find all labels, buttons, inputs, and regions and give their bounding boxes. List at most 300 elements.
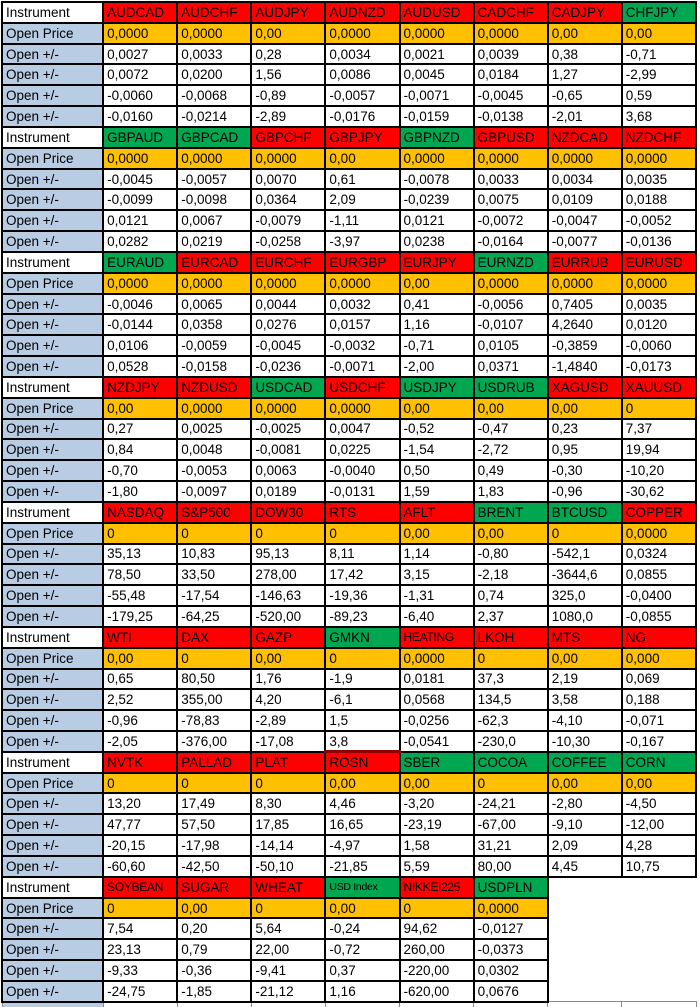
open-delta-cell[interactable]: -14,14 [251, 835, 325, 856]
row-label-open-delta[interactable]: Open +/- [2, 814, 103, 835]
open-delta-cell[interactable]: -0,71 [622, 44, 696, 65]
open-delta-cell[interactable]: -0,47 [474, 419, 548, 440]
open-delta-cell[interactable]: 0,0086 [325, 64, 399, 85]
open-delta-cell[interactable]: -1,4840 [548, 356, 622, 377]
header-cell-gmkn[interactable]: GMKN [325, 627, 399, 648]
header-cell-rosn[interactable]: ROSN [325, 752, 399, 773]
open-delta-cell[interactable]: -9,41 [251, 960, 325, 981]
open-delta-cell[interactable]: -0,0032 [325, 335, 399, 356]
open-delta-cell[interactable]: 1,59 [400, 481, 474, 502]
open-delta-cell[interactable]: 8,30 [251, 793, 325, 814]
open-delta-cell[interactable]: -10,30 [548, 731, 622, 752]
header-cell-plat[interactable]: PLAT [251, 752, 325, 773]
open-delta-cell[interactable]: 0,74 [474, 585, 548, 606]
open-delta-cell[interactable]: -0,0046 [103, 294, 177, 315]
row-label-instrument[interactable]: Instrument [2, 877, 103, 898]
open-price-cell[interactable]: 0 [177, 773, 251, 794]
header-cell-nikkei225[interactable]: NIKKEI225 [400, 877, 474, 898]
open-delta-cell[interactable]: -3,20 [400, 793, 474, 814]
open-delta-cell[interactable]: -3644,6 [548, 564, 622, 585]
open-delta-cell[interactable]: -0,071 [622, 710, 696, 731]
header-cell-wheat[interactable]: WHEAT [251, 877, 325, 898]
header-cell-gbpusd[interactable]: GBPUSD [474, 127, 548, 148]
open-delta-cell[interactable]: -0,0098 [177, 189, 251, 210]
open-delta-cell[interactable]: 0,0027 [103, 44, 177, 65]
header-cell-coffee[interactable]: COFFEE [548, 752, 622, 773]
open-price-cell[interactable]: 0,0000 [325, 273, 399, 294]
open-delta-cell[interactable]: -2,89 [251, 710, 325, 731]
open-price-cell[interactable]: 0,00 [622, 23, 696, 44]
open-delta-cell[interactable]: -2,89 [251, 106, 325, 127]
header-cell-xauusd[interactable]: XAUUSD [622, 377, 696, 398]
open-price-cell[interactable]: 0 [251, 773, 325, 794]
open-delta-cell[interactable]: 0,0045 [400, 64, 474, 85]
open-delta-cell[interactable]: -0,0068 [177, 85, 251, 106]
row-label-instrument[interactable]: Instrument [2, 377, 103, 398]
header-cell-heating[interactable]: HEATING [400, 627, 474, 648]
header-cell-audcad[interactable]: AUDCAD [103, 2, 177, 23]
open-delta-cell[interactable]: -0,0059 [177, 335, 251, 356]
open-delta-cell[interactable]: -78,83 [177, 710, 251, 731]
open-delta-cell[interactable]: 0,41 [400, 294, 474, 315]
open-delta-cell[interactable]: 7,54 [103, 918, 177, 939]
open-price-cell[interactable]: 0,00 [622, 773, 696, 794]
open-delta-cell[interactable]: 0,61 [325, 169, 399, 190]
open-delta-cell[interactable]: -0,0071 [325, 356, 399, 377]
open-delta-cell[interactable]: -23,19 [400, 814, 474, 835]
open-price-cell[interactable]: 0,00 [251, 648, 325, 669]
open-delta-cell[interactable]: 0,79 [177, 939, 251, 960]
open-price-cell[interactable]: 0,00 [103, 398, 177, 419]
open-delta-cell[interactable]: 95,13 [251, 544, 325, 565]
open-delta-cell[interactable]: -0,0131 [325, 481, 399, 502]
open-delta-cell[interactable]: 47,77 [103, 814, 177, 835]
open-delta-cell[interactable]: -0,96 [103, 710, 177, 731]
open-delta-cell[interactable]: 1,16 [400, 314, 474, 335]
open-price-cell[interactable]: 0,00 [474, 398, 548, 419]
row-label-open-delta[interactable]: Open +/- [2, 85, 103, 106]
open-delta-cell[interactable]: 0,0035 [622, 294, 696, 315]
open-delta-cell[interactable]: 0,7405 [548, 294, 622, 315]
open-delta-cell[interactable]: -2,01 [548, 106, 622, 127]
open-delta-cell[interactable]: -0,0099 [103, 189, 177, 210]
open-delta-cell[interactable]: -21,85 [325, 856, 399, 877]
row-label-open-delta[interactable]: Open +/- [2, 356, 103, 377]
open-delta-cell[interactable]: -0,0045 [251, 335, 325, 356]
open-delta-cell[interactable]: 0,0157 [325, 314, 399, 335]
header-cell-usdcad[interactable]: USDCAD [251, 377, 325, 398]
header-cell-gbpjpy[interactable]: GBPJPY [325, 127, 399, 148]
open-delta-cell[interactable]: -0,0045 [103, 169, 177, 190]
open-price-cell[interactable]: 0 [103, 523, 177, 544]
open-delta-cell[interactable]: -0,0136 [622, 231, 696, 252]
open-delta-cell[interactable]: 94,62 [400, 918, 474, 939]
open-delta-cell[interactable]: -67,00 [474, 814, 548, 835]
open-delta-cell[interactable]: -21,12 [251, 981, 325, 1002]
open-delta-cell[interactable]: 0,95 [548, 439, 622, 460]
open-delta-cell[interactable]: -0,70 [103, 460, 177, 481]
header-cell-eurrub[interactable]: EURRUB [548, 252, 622, 273]
header-cell-sber[interactable]: SBER [400, 752, 474, 773]
open-delta-cell[interactable]: 0,0033 [177, 44, 251, 65]
open-delta-cell[interactable]: -0,167 [622, 731, 696, 752]
open-delta-cell[interactable]: 1,83 [474, 481, 548, 502]
header-cell-nzdcad[interactable]: NZDCAD [548, 127, 622, 148]
open-price-cell[interactable]: 0,0000 [103, 273, 177, 294]
row-label-open-delta[interactable]: Open +/- [2, 210, 103, 231]
open-delta-cell[interactable]: 0,0189 [251, 481, 325, 502]
open-price-cell[interactable]: 0 [400, 898, 474, 919]
open-delta-cell[interactable]: 0,0181 [400, 669, 474, 690]
row-label-instrument[interactable]: Instrument [2, 127, 103, 148]
open-delta-cell[interactable]: -0,0078 [400, 169, 474, 190]
open-delta-cell[interactable]: 0,0200 [177, 64, 251, 85]
header-cell-eurchf[interactable]: EURCHF [251, 252, 325, 273]
row-label-open-delta[interactable]: Open +/- [2, 64, 103, 85]
open-price-cell[interactable]: 0 [251, 523, 325, 544]
open-price-cell[interactable]: 0,00 [103, 648, 177, 669]
open-delta-cell[interactable]: -1,9 [325, 669, 399, 690]
open-delta-cell[interactable]: 4,28 [622, 835, 696, 856]
open-delta-cell[interactable]: 0,0032 [325, 294, 399, 315]
open-delta-cell[interactable]: -0,0057 [177, 169, 251, 190]
open-delta-cell[interactable]: -55,48 [103, 585, 177, 606]
open-delta-cell[interactable]: -0,0045 [474, 85, 548, 106]
row-label-open-delta[interactable]: Open +/- [2, 44, 103, 65]
header-cell-s-p500[interactable]: S&P500 [177, 502, 251, 523]
open-delta-cell[interactable]: 4,46 [325, 793, 399, 814]
open-delta-cell[interactable]: -0,0214 [177, 106, 251, 127]
header-cell-btcusd[interactable]: BTCUSD [548, 502, 622, 523]
open-price-cell[interactable]: 0,00 [474, 523, 548, 544]
open-delta-cell[interactable]: -0,72 [325, 939, 399, 960]
header-cell-gazp[interactable]: GAZP [251, 627, 325, 648]
open-delta-cell[interactable]: -50,10 [251, 856, 325, 877]
row-label-instrument[interactable]: Instrument [2, 627, 103, 648]
open-delta-cell[interactable]: 355,00 [177, 689, 251, 710]
open-delta-cell[interactable]: 22,00 [251, 939, 325, 960]
open-delta-cell[interactable]: 0,0070 [251, 169, 325, 190]
header-cell-usdjpy[interactable]: USDJPY [400, 377, 474, 398]
open-delta-cell[interactable]: 0,0282 [103, 231, 177, 252]
open-delta-cell[interactable]: 5,59 [400, 856, 474, 877]
open-delta-cell[interactable]: -0,65 [548, 85, 622, 106]
header-cell-soybean[interactable]: SOYBEAN [103, 877, 177, 898]
open-price-cell[interactable]: 0,0000 [548, 273, 622, 294]
open-delta-cell[interactable]: 2,09 [325, 189, 399, 210]
open-delta-cell[interactable]: 1080,0 [548, 606, 622, 627]
open-delta-cell[interactable]: 16,65 [325, 814, 399, 835]
open-delta-cell[interactable]: 0,37 [325, 960, 399, 981]
open-price-cell[interactable]: 0,00 [548, 23, 622, 44]
open-delta-cell[interactable]: -0,0400 [622, 585, 696, 606]
open-delta-cell[interactable]: -0,0541 [400, 731, 474, 752]
row-label-open-delta[interactable]: Open +/- [2, 189, 103, 210]
open-delta-cell[interactable]: 0,0855 [622, 564, 696, 585]
open-delta-cell[interactable]: -230,0 [474, 731, 548, 752]
header-cell-nzdjpy[interactable]: NZDJPY [103, 377, 177, 398]
header-cell-nasdaq[interactable]: NASDAQ [103, 502, 177, 523]
open-delta-cell[interactable]: -0,0071 [400, 85, 474, 106]
open-delta-cell[interactable]: 0,0109 [548, 189, 622, 210]
open-delta-cell[interactable]: 0,0358 [177, 314, 251, 335]
header-cell-gbpchf[interactable]: GBPCHF [251, 127, 325, 148]
open-delta-cell[interactable]: 80,00 [474, 856, 548, 877]
open-delta-cell[interactable]: -0,3859 [548, 335, 622, 356]
open-delta-cell[interactable]: -2,72 [474, 439, 548, 460]
open-delta-cell[interactable]: -1,11 [325, 210, 399, 231]
open-delta-cell[interactable]: -0,0236 [251, 356, 325, 377]
header-cell-ng[interactable]: NG [622, 627, 696, 648]
row-label-open-delta[interactable]: Open +/- [2, 793, 103, 814]
open-delta-cell[interactable]: 0,38 [548, 44, 622, 65]
row-label-open-delta[interactable]: Open +/- [2, 419, 103, 440]
open-delta-cell[interactable]: 0,23 [548, 419, 622, 440]
open-delta-cell[interactable]: 7,37 [622, 419, 696, 440]
row-label-open-delta[interactable]: Open +/- [2, 335, 103, 356]
open-delta-cell[interactable]: -20,15 [103, 835, 177, 856]
open-delta-cell[interactable]: 0,65 [103, 669, 177, 690]
open-delta-cell[interactable]: 57,50 [177, 814, 251, 835]
open-delta-cell[interactable]: 0,0048 [177, 439, 251, 460]
row-label-instrument[interactable]: Instrument [2, 2, 103, 23]
open-delta-cell[interactable]: 0,0371 [474, 356, 548, 377]
row-label-open-price[interactable]: Open Price [2, 398, 103, 419]
open-delta-cell[interactable]: -520,00 [251, 606, 325, 627]
open-delta-cell[interactable]: -0,0258 [251, 231, 325, 252]
open-delta-cell[interactable]: 0,0034 [548, 169, 622, 190]
open-delta-cell[interactable]: 80,50 [177, 669, 251, 690]
open-price-cell[interactable]: 0,0000 [548, 148, 622, 169]
row-label-open-delta[interactable]: Open +/- [2, 314, 103, 335]
open-delta-cell[interactable]: 0,0044 [251, 294, 325, 315]
header-cell-eurcad[interactable]: EURCAD [177, 252, 251, 273]
open-delta-cell[interactable]: -0,80 [474, 544, 548, 565]
open-delta-cell[interactable]: 13,20 [103, 793, 177, 814]
open-delta-cell[interactable]: 278,00 [251, 564, 325, 585]
open-price-cell[interactable]: 0,0000 [251, 398, 325, 419]
open-delta-cell[interactable]: 2,37 [474, 606, 548, 627]
open-price-cell[interactable]: 0 [103, 898, 177, 919]
header-cell-audnzd[interactable]: AUDNZD [325, 2, 399, 23]
open-delta-cell[interactable]: 2,19 [548, 669, 622, 690]
open-delta-cell[interactable]: 17,42 [325, 564, 399, 585]
row-label-open-delta[interactable]: Open +/- [2, 585, 103, 606]
open-delta-cell[interactable]: -12,00 [622, 814, 696, 835]
open-delta-cell[interactable]: -9,33 [103, 960, 177, 981]
open-delta-cell[interactable]: 0,59 [622, 85, 696, 106]
open-delta-cell[interactable]: 1,58 [400, 835, 474, 856]
header-cell-brent[interactable]: BRENT [474, 502, 548, 523]
open-delta-cell[interactable]: 2,52 [103, 689, 177, 710]
open-delta-cell[interactable]: -0,0040 [325, 460, 399, 481]
open-price-cell[interactable]: 0,00 [548, 648, 622, 669]
open-delta-cell[interactable]: 134,5 [474, 689, 548, 710]
row-label-open-price[interactable]: Open Price [2, 773, 103, 794]
open-delta-cell[interactable]: 23,13 [103, 939, 177, 960]
open-delta-cell[interactable]: 0,0219 [177, 231, 251, 252]
open-delta-cell[interactable]: -4,97 [325, 835, 399, 856]
open-delta-cell[interactable]: 2,09 [548, 835, 622, 856]
row-label-open-delta[interactable]: Open +/- [2, 731, 103, 752]
open-delta-cell[interactable]: 0,20 [177, 918, 251, 939]
header-cell-gbpcad[interactable]: GBPCAD [177, 127, 251, 148]
open-delta-cell[interactable]: 35,13 [103, 544, 177, 565]
open-delta-cell[interactable]: 1,56 [251, 64, 325, 85]
open-delta-cell[interactable]: -146,63 [251, 585, 325, 606]
row-label-open-delta[interactable]: Open +/- [2, 106, 103, 127]
open-delta-cell[interactable]: -17,98 [177, 835, 251, 856]
open-price-cell[interactable]: 0,00 [400, 773, 474, 794]
open-delta-cell[interactable]: -0,52 [400, 419, 474, 440]
open-delta-cell[interactable]: -620,00 [400, 981, 474, 1002]
open-delta-cell[interactable]: 260,00 [400, 939, 474, 960]
open-delta-cell[interactable]: -0,0097 [177, 481, 251, 502]
header-cell-usdrub[interactable]: USDRUB [474, 377, 548, 398]
open-delta-cell[interactable]: -0,0239 [400, 189, 474, 210]
open-delta-cell[interactable]: -62,3 [474, 710, 548, 731]
header-cell-cadjpy[interactable]: CADJPY [548, 2, 622, 23]
open-delta-cell[interactable]: 0,0033 [474, 169, 548, 190]
row-label-open-delta[interactable]: Open +/- [2, 960, 103, 981]
open-delta-cell[interactable]: -2,99 [622, 64, 696, 85]
header-cell-nzdusd[interactable]: NZDUSD [177, 377, 251, 398]
header-cell-dax[interactable]: DAX [177, 627, 251, 648]
open-delta-cell[interactable]: 1,27 [548, 64, 622, 85]
open-delta-cell[interactable]: 0,0225 [325, 439, 399, 460]
open-delta-cell[interactable]: -0,0173 [622, 356, 696, 377]
open-price-cell[interactable]: 0,00 [325, 773, 399, 794]
open-delta-cell[interactable]: -4,50 [622, 793, 696, 814]
open-delta-cell[interactable]: -1,80 [103, 481, 177, 502]
row-label-instrument[interactable]: Instrument [2, 752, 103, 773]
open-delta-cell[interactable]: -0,0256 [400, 710, 474, 731]
open-delta-cell[interactable]: 0,0067 [177, 210, 251, 231]
row-label-open-price[interactable]: Open Price [2, 23, 103, 44]
open-delta-cell[interactable]: 0,0063 [251, 460, 325, 481]
open-delta-cell[interactable]: 0,0121 [400, 210, 474, 231]
open-price-cell[interactable]: 0,0000 [325, 23, 399, 44]
open-delta-cell[interactable]: -30,62 [622, 481, 696, 502]
open-delta-cell[interactable]: 4,45 [548, 856, 622, 877]
open-delta-cell[interactable]: -179,25 [103, 606, 177, 627]
open-price-cell[interactable]: 0,00 [548, 773, 622, 794]
header-cell-usd-index[interactable]: USD Index [325, 877, 399, 898]
row-label-open-delta[interactable]: Open +/- [2, 981, 103, 1002]
header-cell-pallad[interactable]: PALLAD [177, 752, 251, 773]
open-delta-cell[interactable]: -64,25 [177, 606, 251, 627]
open-delta-cell[interactable]: 17,85 [251, 814, 325, 835]
row-label-open-price[interactable]: Open Price [2, 273, 103, 294]
open-delta-cell[interactable]: -0,0107 [474, 314, 548, 335]
open-delta-cell[interactable]: -0,89 [251, 85, 325, 106]
open-delta-cell[interactable]: 0,0035 [622, 169, 696, 190]
open-delta-cell[interactable]: -42,50 [177, 856, 251, 877]
open-price-cell[interactable]: 0,0000 [325, 398, 399, 419]
open-price-cell[interactable]: 0,0000 [400, 23, 474, 44]
header-cell-copper[interactable]: COPPER [622, 502, 696, 523]
header-cell-cadchf[interactable]: CADCHF [474, 2, 548, 23]
open-delta-cell[interactable]: -60,60 [103, 856, 177, 877]
open-price-cell[interactable]: 0,00 [325, 148, 399, 169]
open-delta-cell[interactable]: -2,00 [400, 356, 474, 377]
open-price-cell[interactable]: 0,0000 [474, 148, 548, 169]
open-price-cell[interactable]: 0,00 [177, 898, 251, 919]
open-delta-cell[interactable]: 0,188 [622, 689, 696, 710]
open-price-cell[interactable]: 0,00 [400, 523, 474, 544]
open-delta-cell[interactable]: 0,84 [103, 439, 177, 460]
open-delta-cell[interactable]: 0,0676 [474, 981, 548, 1002]
header-cell-usdpln[interactable]: USDPLN [474, 877, 548, 898]
header-cell-cocoa[interactable]: COCOA [474, 752, 548, 773]
open-delta-cell[interactable]: -0,0855 [622, 606, 696, 627]
open-delta-cell[interactable]: 0,0106 [103, 335, 177, 356]
open-delta-cell[interactable]: 1,16 [325, 981, 399, 1002]
open-delta-cell[interactable]: 17,49 [177, 793, 251, 814]
open-price-cell[interactable]: 0,0000 [400, 648, 474, 669]
open-delta-cell[interactable]: 37,3 [474, 669, 548, 690]
header-cell-audjpy[interactable]: AUDJPY [251, 2, 325, 23]
header-cell-euraud[interactable]: EURAUD [103, 252, 177, 273]
header-cell-eurnzd[interactable]: EURNZD [474, 252, 548, 273]
open-delta-cell[interactable]: -1,31 [400, 585, 474, 606]
row-label-open-delta[interactable]: Open +/- [2, 689, 103, 710]
open-delta-cell[interactable]: -6,40 [400, 606, 474, 627]
open-price-cell[interactable]: 0,0000 [622, 273, 696, 294]
open-delta-cell[interactable]: 325,0 [548, 585, 622, 606]
open-price-cell[interactable]: 0 [177, 648, 251, 669]
row-label-open-delta[interactable]: Open +/- [2, 460, 103, 481]
open-delta-cell[interactable]: 0,0025 [177, 419, 251, 440]
open-delta-cell[interactable]: 10,83 [177, 544, 251, 565]
row-label-open-price[interactable]: Open Price [2, 898, 103, 919]
row-label-open-price[interactable]: Open Price [2, 148, 103, 169]
open-delta-cell[interactable]: 31,21 [474, 835, 548, 856]
open-delta-cell[interactable]: 0,0568 [400, 689, 474, 710]
open-delta-cell[interactable]: -0,0159 [400, 106, 474, 127]
open-delta-cell[interactable]: 19,94 [622, 439, 696, 460]
open-delta-cell[interactable]: -0,96 [548, 481, 622, 502]
open-delta-cell[interactable]: 1,14 [400, 544, 474, 565]
row-label-open-delta[interactable]: Open +/- [2, 606, 103, 627]
open-delta-cell[interactable]: 1,76 [251, 669, 325, 690]
open-delta-cell[interactable]: 4,2640 [548, 314, 622, 335]
open-delta-cell[interactable]: -0,0072 [474, 210, 548, 231]
open-price-cell[interactable]: 0 [103, 773, 177, 794]
row-label-open-delta[interactable]: Open +/- [2, 564, 103, 585]
header-cell-corn[interactable]: CORN [622, 752, 696, 773]
open-delta-cell[interactable]: -9,10 [548, 814, 622, 835]
open-delta-cell[interactable]: 78,50 [103, 564, 177, 585]
open-delta-cell[interactable]: -1,85 [177, 981, 251, 1002]
open-delta-cell[interactable]: -0,30 [548, 460, 622, 481]
open-delta-cell[interactable]: -0,36 [177, 960, 251, 981]
open-price-cell[interactable]: 0,0000 [474, 23, 548, 44]
open-delta-cell[interactable]: -24,21 [474, 793, 548, 814]
open-price-cell[interactable]: 0 [177, 523, 251, 544]
open-delta-cell[interactable]: -4,10 [548, 710, 622, 731]
row-label-open-price[interactable]: Open Price [2, 648, 103, 669]
open-delta-cell[interactable]: -0,0056 [474, 294, 548, 315]
open-delta-cell[interactable]: -0,0025 [251, 419, 325, 440]
open-price-cell[interactable]: 0,0000 [400, 148, 474, 169]
row-label-open-delta[interactable]: Open +/- [2, 294, 103, 315]
open-delta-cell[interactable]: -0,0158 [177, 356, 251, 377]
header-cell-nvtk[interactable]: NVTK [103, 752, 177, 773]
open-price-cell[interactable]: 0 [548, 523, 622, 544]
row-label-open-delta[interactable]: Open +/- [2, 710, 103, 731]
open-delta-cell[interactable]: 0,0120 [622, 314, 696, 335]
